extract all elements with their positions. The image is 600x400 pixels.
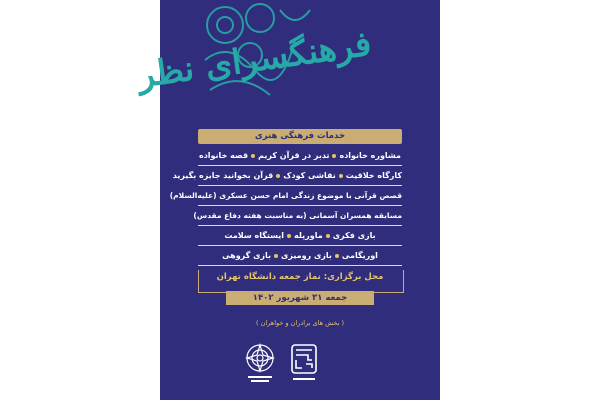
- audience-note: ( بخش های برادران و خواهران ): [256, 319, 344, 327]
- bullet-icon: [326, 234, 330, 238]
- bullet-icon: [332, 154, 336, 158]
- services-row: [169, 186, 402, 206]
- service-item: تدبر در قرآن کریم: [258, 151, 330, 160]
- farhangsara-logo: [286, 342, 322, 386]
- rosette-logo-icon: [242, 342, 278, 386]
- service-item: ایستگاه سلامت: [224, 231, 285, 240]
- service-item: بازی فکری: [332, 231, 376, 240]
- services-row: [198, 246, 402, 266]
- bullet-icon: [335, 254, 339, 258]
- service-item: مسابقه همسران آسمانی (به مناسبت هفته دفاع مقدس): [193, 211, 402, 220]
- service-item: ماورپله: [294, 231, 323, 240]
- event-date: جمعه ۳۱ شهریور ۱۴۰۲: [226, 291, 374, 305]
- service-item: قصص قرآنی با موضوع زندگی امام حسن عسکری (علیه‌السلام): [169, 191, 402, 200]
- title-calligraphy: [135, 0, 400, 120]
- municipality-logo: [242, 342, 278, 386]
- square-calligraphy-logo-icon: [286, 342, 322, 386]
- service-item: اوریگامی: [341, 251, 378, 260]
- service-item: قرآن بخوانید جایزه بگیرید: [172, 171, 274, 180]
- service-item: مشاوره خانواده: [339, 151, 402, 160]
- bullet-icon: [274, 254, 278, 258]
- service-item: کارگاه خلاقیت: [345, 171, 402, 180]
- bullet-icon: [276, 174, 280, 178]
- bullet-icon: [251, 154, 255, 158]
- services-row: [172, 166, 402, 186]
- services-header: خدمات فرهنگی هنری: [198, 129, 402, 144]
- service-item: بازی رومیزی: [281, 251, 332, 260]
- services-row: [198, 146, 402, 166]
- service-item: قصه خانواده: [198, 151, 249, 160]
- services-row: [198, 226, 402, 246]
- service-item: نقاشی کودک: [283, 171, 336, 180]
- event-poster: [135, 0, 440, 400]
- title: فرهنگسرای نظر: [135, 23, 374, 97]
- location: محل برگزاری: نماز جمعه دانشگاه تهران: [216, 272, 384, 282]
- bullet-icon: [287, 234, 291, 238]
- service-item: بازی گروهی: [222, 251, 272, 260]
- services-row: [193, 206, 402, 226]
- bullet-icon: [339, 174, 343, 178]
